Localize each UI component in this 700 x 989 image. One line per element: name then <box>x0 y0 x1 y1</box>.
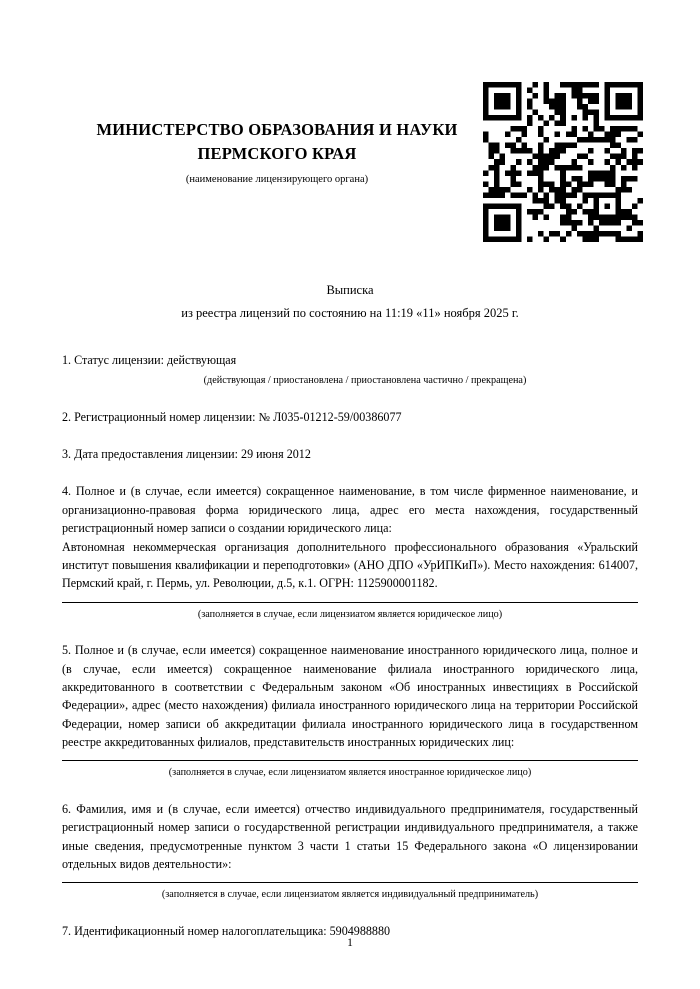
item-status-note: (действующая / приостановлена / приостановлена частично / прекращена) <box>203 375 527 387</box>
title-line2: из реестра лицензий по состоянию на 11:19 «11» ноября 2025 г. <box>181 305 519 320</box>
document-body <box>62 351 638 941</box>
item-legal-entity <box>62 482 638 622</box>
item-legal-entity-text: 4. Полное и (в случае, если имеется) сокращенное наименование, в том числе фирменное наименование, и организационно-правовая форма юридического лица, адрес его места нахождения, государственный регистрационный номер записи о создании юридического лица: <box>62 484 638 536</box>
organization-name-line2: ПЕРМСКОГО КРАЯ <box>197 143 357 163</box>
title-line1: Выписка <box>326 282 374 297</box>
item-grant-date-text: 3. Дата предоставления лицензии: 29 июня 2012 <box>62 447 311 462</box>
item-foreign-entity-text: 5. Полное и (в случае, если имеется) сокращенное наименование иностранного юридического лица, полное и (в случае, если имеется) сокращенное наименование филиала иностранного юридического лица, аккредитованного в соответствии с Федеральным законом «Об иностранных инвестициях в Российской Федерации», адрес (место нахождения) филиала иностранного юридического лица на территории Российской Федерации, номер записи об аккредитации филиала иностранного юридического лица в государственном реестре аккредитованных филиалов, представительств иностранных юридических лиц: <box>62 643 638 750</box>
item-status <box>62 351 638 389</box>
item-individual-entrepreneur-note: (заполняется в случае, если лицензиатом является индивидуальный предприниматель) <box>161 889 539 901</box>
divider <box>62 882 638 883</box>
item-individual-entrepreneur <box>62 800 638 903</box>
divider <box>62 760 638 761</box>
document-title <box>62 280 638 323</box>
qr-code <box>483 82 643 242</box>
page-number: 1 <box>347 937 353 949</box>
item-foreign-entity-note: (заполняется в случае, если лицензиатом является иностранное юридическое лицо) <box>168 767 532 779</box>
item-legal-entity-value: Автономная некоммерческая организация дополнительного профессионального образования «Уральский институт повышения квалификации и переподготовки» (АНО ДПО «УрИПКиП»). Место нахождения: 614007, Пермский край, г. Пермь, ул. Революции, д.5, к.1. ОГРН: 1125900001182. <box>62 539 638 591</box>
item-status-text: 1. Статус лицензии: действующая <box>62 352 237 367</box>
item-inn-text: 7. Идентификационный номер налогоплательщика: 5904988880 <box>62 923 391 938</box>
qr-code-canvas <box>483 82 643 242</box>
item-reg-number-text: 2. Регистрационный номер лицензии: № Л035-01212-59/00386077 <box>62 409 402 424</box>
divider <box>62 602 638 603</box>
item-foreign-entity <box>62 641 638 781</box>
organization-name-line1: МИНИСТЕРСТВО ОБРАЗОВАНИЯ И НАУКИ <box>96 120 458 139</box>
item-reg-number <box>62 408 638 426</box>
item-grant-date <box>62 445 638 463</box>
item-legal-entity-note: (заполняется в случае, если лицензиатом является юридическое лицо) <box>197 608 503 620</box>
document-header <box>62 0 492 185</box>
item-individual-entrepreneur-text: 6. Фамилия, имя и (в случае, если имеется) отчество индивидуального предпринимателя, государственный регистрационный номер записи о государственной регистрации индивидуального предпринимателя, а также иные сведения, предусмотренные пунктом 3 части 1 статьи 15 Федерального закона «О лицензировании отдельных видов деятельности»: <box>62 801 638 872</box>
organization-subtitle: (наименование лицензирующего органа) <box>185 173 369 185</box>
